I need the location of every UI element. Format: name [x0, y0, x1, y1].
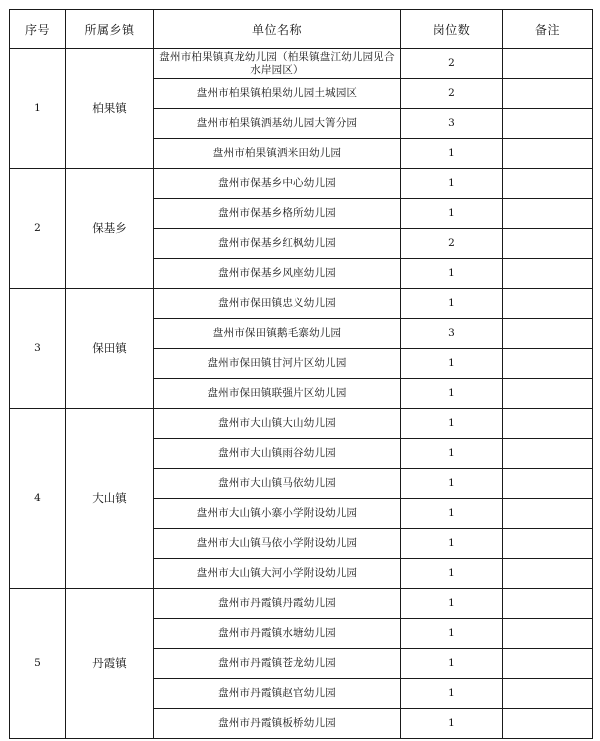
unit-name: 盘州市保基乡风座幼儿园: [154, 259, 401, 289]
remark-cell: [503, 109, 593, 139]
header-note: 备注: [503, 10, 593, 49]
remark-cell: [503, 589, 593, 619]
unit-name: 盘州市丹霞镇板桥幼儿园: [154, 709, 401, 739]
unit-name: 盘州市柏果镇洒基幼儿园大箐分园: [154, 109, 401, 139]
unit-name: 盘州市保基乡中心幼儿园: [154, 169, 401, 199]
group-number: 5: [10, 589, 66, 739]
position-count: 1: [401, 529, 503, 559]
group-town: 丹霞镇: [66, 589, 154, 739]
group-town: 保田镇: [66, 289, 154, 409]
remark-cell: [503, 229, 593, 259]
position-count: 1: [401, 709, 503, 739]
remark-cell: [503, 649, 593, 679]
position-count: 3: [401, 319, 503, 349]
unit-name: 盘州市大山镇大河小学附设幼儿园: [154, 559, 401, 589]
unit-name: 盘州市柏果镇真龙幼儿园（柏果镇盘江幼儿园见合水岸园区）: [154, 49, 401, 79]
position-count: 2: [401, 79, 503, 109]
position-count: 1: [401, 139, 503, 169]
position-count: 3: [401, 109, 503, 139]
remark-cell: [503, 469, 593, 499]
remark-cell: [503, 709, 593, 739]
remark-cell: [503, 679, 593, 709]
group-number: 3: [10, 289, 66, 409]
group-town: 保基乡: [66, 169, 154, 289]
unit-name: 盘州市丹霞镇水塘幼儿园: [154, 619, 401, 649]
remark-cell: [503, 259, 593, 289]
positions-table: [9, 9, 593, 739]
unit-name: 盘州市大山镇马依小学附设幼儿园: [154, 529, 401, 559]
remark-cell: [503, 439, 593, 469]
remark-cell: [503, 319, 593, 349]
header-town: 所属乡镇: [66, 10, 154, 49]
position-count: 1: [401, 289, 503, 319]
position-count: 1: [401, 619, 503, 649]
remark-cell: [503, 79, 593, 109]
position-count: 1: [401, 379, 503, 409]
group-number: 4: [10, 409, 66, 589]
position-count: 1: [401, 469, 503, 499]
unit-name: 盘州市大山镇小寨小学附设幼儿园: [154, 499, 401, 529]
position-count: 1: [401, 199, 503, 229]
unit-name: 盘州市丹霞镇赵官幼儿园: [154, 679, 401, 709]
group-town: 大山镇: [66, 409, 154, 589]
position-count: 1: [401, 559, 503, 589]
header-unit: 单位名称: [154, 10, 401, 49]
remark-cell: [503, 529, 593, 559]
table-row: [10, 589, 593, 619]
unit-name: 盘州市保田镇甘河片区幼儿园: [154, 349, 401, 379]
unit-name: 盘州市保田镇联强片区幼儿园: [154, 379, 401, 409]
header-row: [10, 10, 593, 49]
position-count: 2: [401, 229, 503, 259]
unit-name: 盘州市丹霞镇丹霞幼儿园: [154, 589, 401, 619]
position-count: 1: [401, 349, 503, 379]
group-number: 2: [10, 169, 66, 289]
position-count: 1: [401, 649, 503, 679]
remark-cell: [503, 49, 593, 79]
position-count: 1: [401, 589, 503, 619]
position-count: 1: [401, 499, 503, 529]
remark-cell: [503, 199, 593, 229]
table-row: [10, 409, 593, 439]
remark-cell: [503, 289, 593, 319]
header-count: 岗位数: [401, 10, 503, 49]
remark-cell: [503, 499, 593, 529]
group-town: 柏果镇: [66, 49, 154, 169]
unit-name: 盘州市保田镇鹅毛寨幼儿园: [154, 319, 401, 349]
position-count: 1: [401, 259, 503, 289]
unit-name: 盘州市柏果镇洒米田幼儿园: [154, 139, 401, 169]
unit-name: 盘州市大山镇雨谷幼儿园: [154, 439, 401, 469]
header-no: 序号: [10, 10, 66, 49]
position-count: 1: [401, 679, 503, 709]
table-row: [10, 289, 593, 319]
remark-cell: [503, 169, 593, 199]
group-number: 1: [10, 49, 66, 169]
table-row: [10, 169, 593, 199]
unit-name: 盘州市保基乡格所幼儿园: [154, 199, 401, 229]
unit-name: 盘州市柏果镇柏果幼儿园土城园区: [154, 79, 401, 109]
unit-name: 盘州市丹霞镇苍龙幼儿园: [154, 649, 401, 679]
position-count: 1: [401, 169, 503, 199]
position-count: 1: [401, 409, 503, 439]
table-row: [10, 49, 593, 79]
unit-name: 盘州市保基乡红枫幼儿园: [154, 229, 401, 259]
unit-name: 盘州市大山镇马依幼儿园: [154, 469, 401, 499]
remark-cell: [503, 409, 593, 439]
remark-cell: [503, 559, 593, 589]
position-count: 1: [401, 439, 503, 469]
position-count: 2: [401, 49, 503, 79]
remark-cell: [503, 139, 593, 169]
remark-cell: [503, 619, 593, 649]
remark-cell: [503, 379, 593, 409]
unit-name: 盘州市大山镇大山幼儿园: [154, 409, 401, 439]
remark-cell: [503, 349, 593, 379]
table-body: [10, 49, 593, 739]
unit-name: 盘州市保田镇忠义幼儿园: [154, 289, 401, 319]
